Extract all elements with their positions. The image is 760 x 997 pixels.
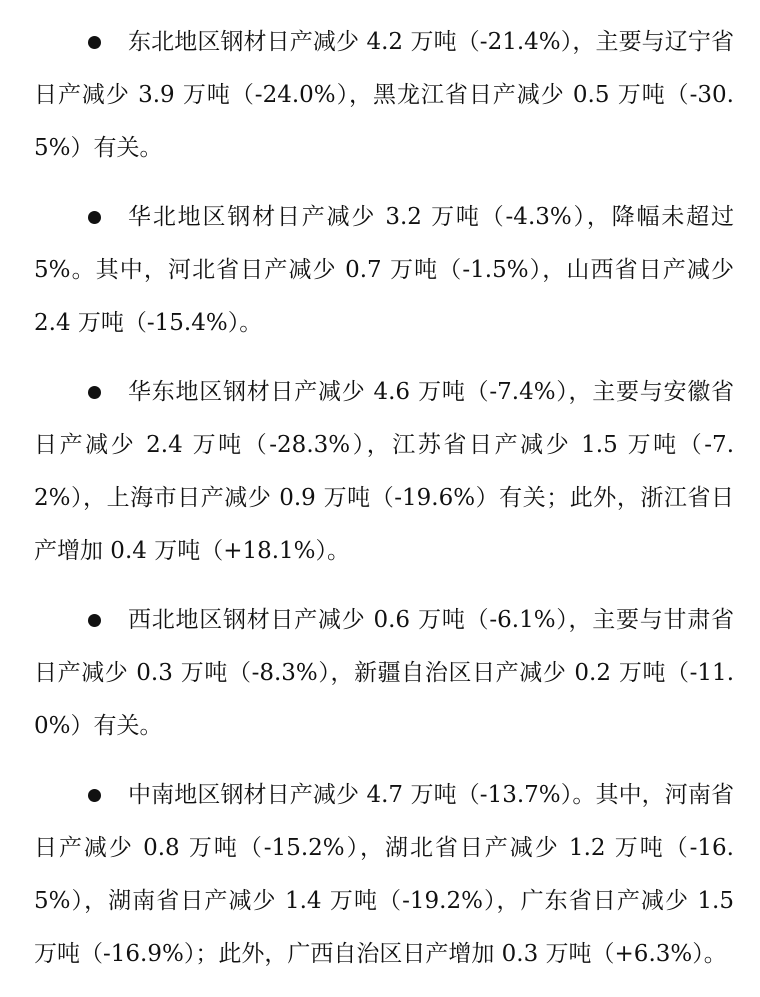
- paragraph-text: 华北地区钢材日产减少 3.2 万吨（-4.3%），降幅未超过 5%。其中，河北省日产减少 0.7 万吨（-1.5%），山西省日产减少 2.4 万吨（-15.4%）。: [34, 204, 734, 336]
- paragraph-text: 东北地区钢材日产减少 4.2 万吨（-21.4%），主要与辽宁省日产减少 3.9 万吨（-24.0%），黑龙江省日产减少 0.5 万吨（-30.5%）有关。: [34, 29, 734, 161]
- paragraph-east: [34, 366, 734, 578]
- bullet-icon: [88, 789, 101, 802]
- bullet-icon: [88, 211, 101, 224]
- bullet-icon: [88, 614, 101, 627]
- paragraph-northeast: [34, 16, 734, 175]
- bullet-icon: [88, 36, 101, 49]
- paragraph-central-south: [34, 769, 734, 981]
- bullet-icon: [88, 386, 101, 399]
- paragraph-northwest: [34, 594, 734, 753]
- document-body: [0, 16, 760, 997]
- paragraph-text: 华东地区钢材日产减少 4.6 万吨（-7.4%），主要与安徽省日产减少 2.4 万吨（-28.3%），江苏省日产减少 1.5 万吨（-7.2%），上海市日产减少 0.9 万吨（-19.6%）有关；此外，浙江省日产增加 0.4 万吨（+18.1%）。: [34, 379, 734, 564]
- paragraph-north: [34, 191, 734, 350]
- paragraph-text: 西北地区钢材日产减少 0.6 万吨（-6.1%），主要与甘肃省日产减少 0.3 万吨（-8.3%），新疆自治区日产减少 0.2 万吨（-11.0%）有关。: [34, 607, 734, 739]
- paragraph-text: 中南地区钢材日产减少 4.7 万吨（-13.7%）。其中，河南省日产减少 0.8 万吨（-15.2%），湖北省日产减少 1.2 万吨（-16.5%），湖南省日产减少 1.4 万吨（-19.2%），广东省日产减少 1.5 万吨（-16.9%）；此外，广西自治区日产增加 0.3 万吨（+6.3%）。: [34, 782, 734, 967]
